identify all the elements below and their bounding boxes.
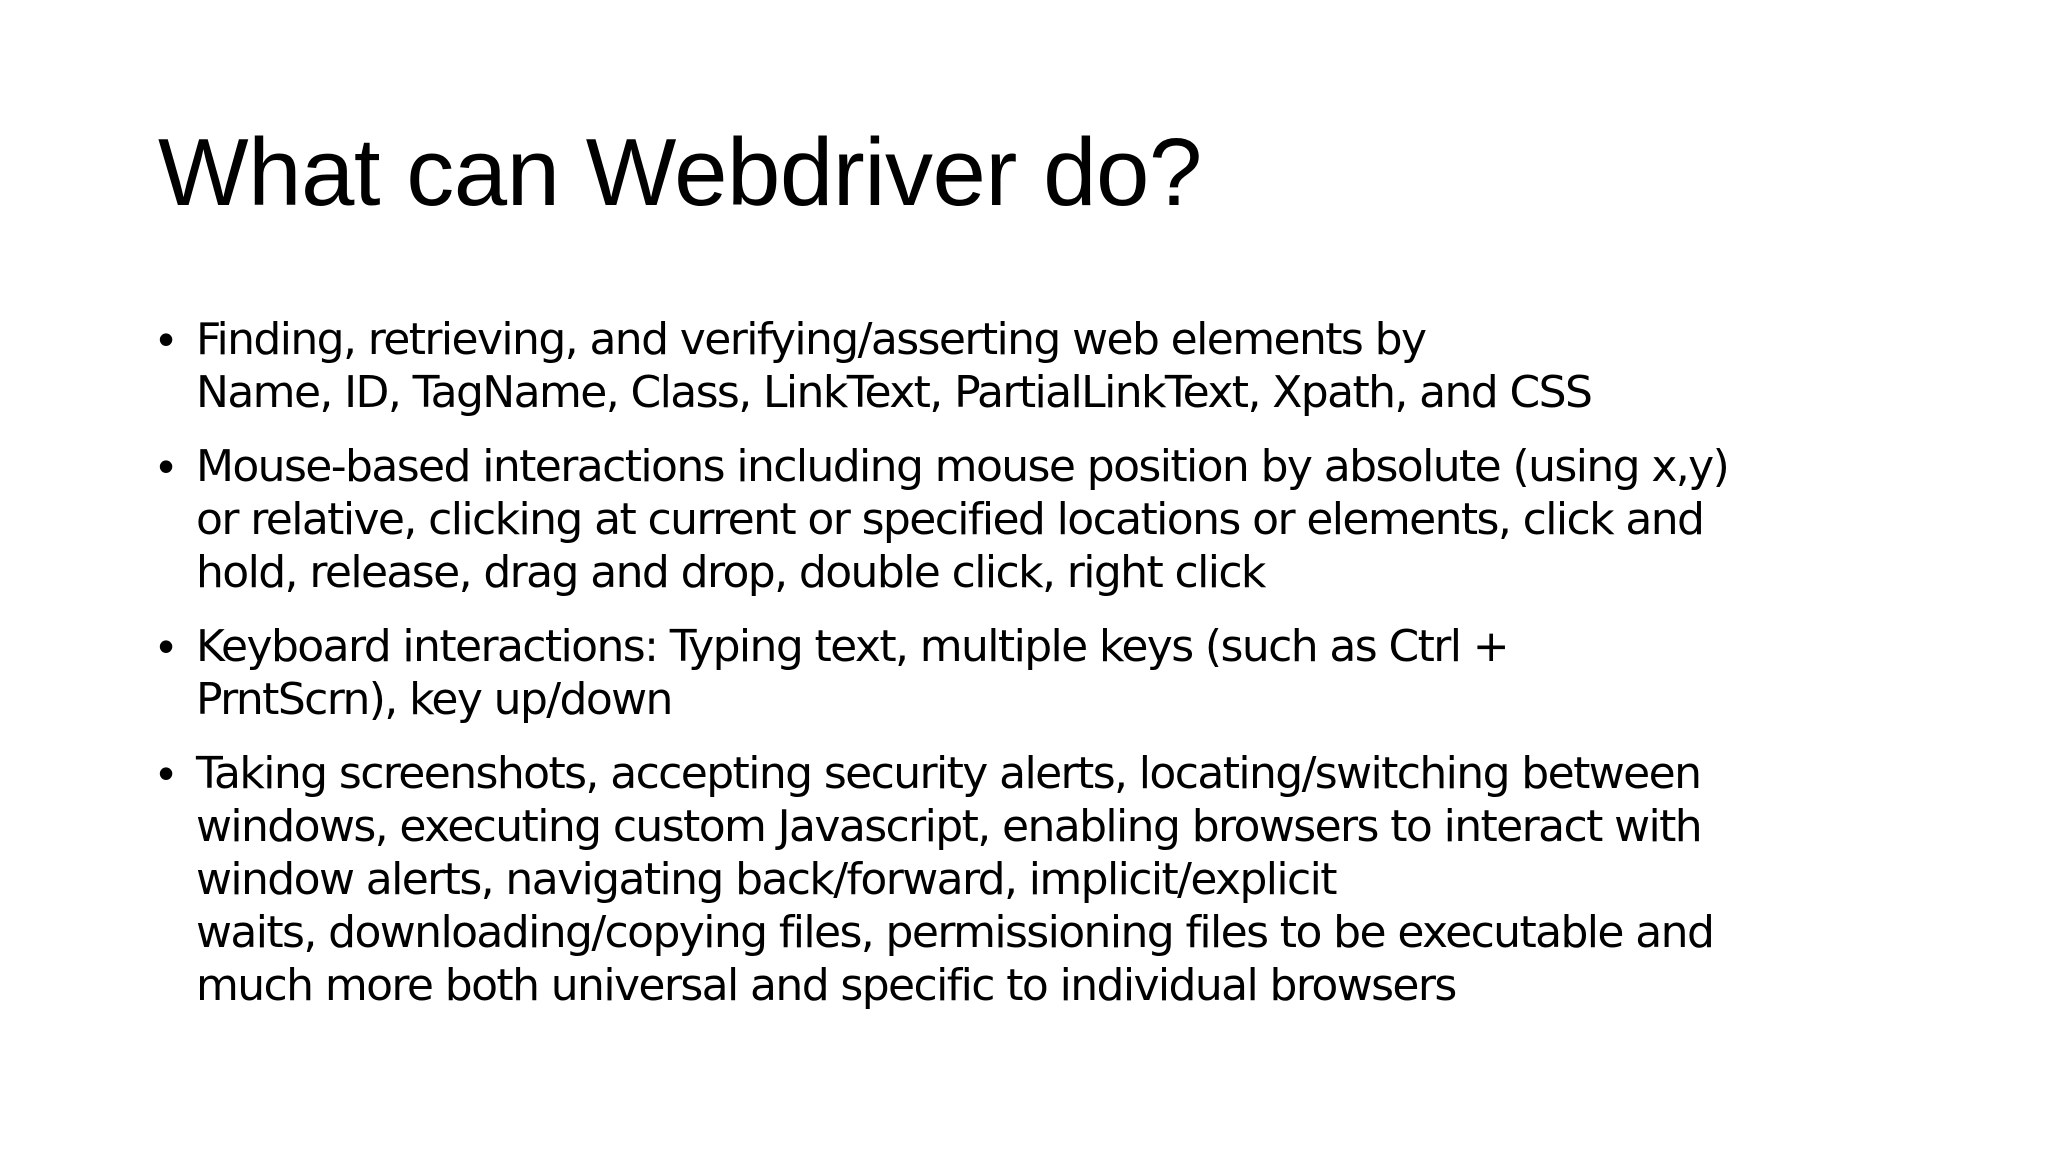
bullet-item xyxy=(158,747,1918,1012)
bullet-item xyxy=(158,313,1918,419)
bullet-text-line: or relative, clicking at current or specified locations or elements, click and xyxy=(196,494,1704,545)
bullet-text-line: hold, release, drag and drop, double click, right click xyxy=(196,547,1265,598)
bullet-item xyxy=(158,620,1918,726)
slide-title: What can Webdriver do? xyxy=(158,119,1202,226)
bullet-text-line: Taking screenshots, accepting security alerts, locating/switching between xyxy=(196,748,1701,799)
bullet-item xyxy=(158,440,1918,599)
bullet-dot-icon: • xyxy=(158,440,175,492)
bullet-dot-icon: • xyxy=(158,747,175,799)
bullet-text-line: Name, ID, TagName, Class, LinkText, PartialLinkText, Xpath, and CSS xyxy=(196,367,1592,418)
bullet-dot-icon: • xyxy=(158,620,175,672)
bullet-list xyxy=(158,313,1918,1033)
bullet-text-line: Keyboard interactions: Typing text, multiple keys (such as Ctrl + xyxy=(196,621,1508,672)
bullet-text-line: much more both universal and specific to individual browsers xyxy=(196,960,1456,1011)
bullet-text-line: Mouse-based interactions including mouse position by absolute (using x,y) xyxy=(196,441,1729,492)
bullet-text-line: windows, executing custom Javascript, enabling browsers to interact with xyxy=(196,801,1702,852)
bullet-dot-icon: • xyxy=(158,313,175,365)
bullet-text-line: Finding, retrieving, and verifying/asserting web elements by xyxy=(196,314,1426,365)
bullet-text-line: PrntScrn), key up/down xyxy=(196,674,672,725)
bullet-text-line: waits, downloading/copying files, permissioning files to be executable and xyxy=(196,907,1714,958)
bullet-text-line: window alerts, navigating back/forward, implicit/explicit xyxy=(196,854,1336,905)
